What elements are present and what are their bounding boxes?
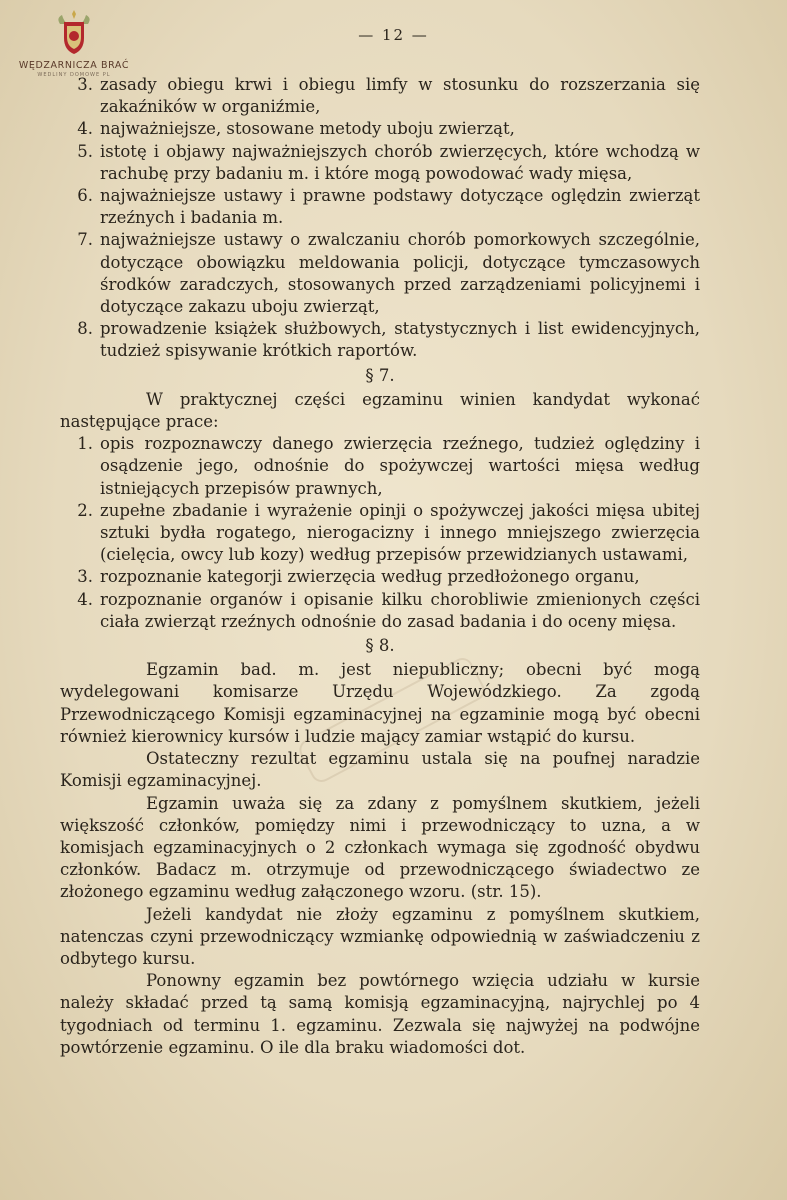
list-item <box>60 185 700 229</box>
section-7-intro: W praktycznej części egzaminu winien kandydat wykonać następujące prace: <box>60 389 700 432</box>
item-text: istotę i objawy najważniejszych chorób zwierzęcych, które wchodzą w rachubę przy badaniu m. i które mogą powodować wady mięsa, <box>100 141 700 183</box>
item-text: najważniejsze ustawy o zwalczaniu chorób pomorkowych szczególnie, dotyczące obowiązku meldowania policji, dotyczące tymczasowych środków zaradczych, stosowanych przed zarządzeniami policyjnemi i dotyczące zakazu uboju zwierząt, <box>100 230 700 317</box>
item-text: najważniejsze, stosowane metody uboju zwierząt, <box>100 119 515 139</box>
section-7-heading: § 7. <box>365 365 395 385</box>
item-text: rozpoznanie kategorji zwierzęcia według przedłożonego organu, <box>100 567 640 587</box>
item-number: 2. <box>77 500 93 520</box>
list-item <box>60 433 700 500</box>
item-number: 1. <box>77 434 93 454</box>
item-text: zasady obiegu krwi i obiegu limfy w stosunku do rozszerzania się zakaźników w organiźmie, <box>100 75 700 117</box>
item-text: najważniejsze ustawy i prawne podstawy dotyczące oględzin zwierząt rzeźnych i badania m. <box>100 186 700 228</box>
list-item <box>60 229 700 318</box>
page-number: — 12 — <box>358 26 429 44</box>
list-item <box>60 74 700 118</box>
paragraph: Jeżeli kandydat nie złoży egzaminu z pomyślnem skutkiem, natenczas czyni przewodniczący wzmiankę odpowiednią w zaświadczeniu z odbytego kursu. <box>60 904 700 968</box>
item-text: opis rozpoznawczy danego zwierzęcia rzeźnego, tudzież oględziny i osądzenie jego, odnośnie do spożywczej wartości mięsa według istniejących przepisów prawnych, <box>100 434 700 498</box>
item-number: 6. <box>77 186 93 206</box>
item-number: 7. <box>77 230 93 250</box>
paragraph: Egzamin uważa się za zdany z pomyślnem skutkiem, jeżeli większość członków, pomiędzy nimi i przewodniczący to uzna, a w komisjach egzaminacyjnych o 2 członkach wymaga się zgodność obydwu członków. Badacz m. otrzymuje od przewodniczącego świadectwo ze złożonego egzaminu według załączonego wzoru. (str. 15). <box>60 793 700 902</box>
list-item <box>60 141 700 185</box>
section-8-heading: § 8. <box>365 636 395 656</box>
logo-subtitle: WEDLINY DOMOWE PL <box>37 72 111 78</box>
paragraph: Ostateczny rezultat egzaminu ustala się na poufnej naradzie Komisji egzaminacyjnej. <box>60 749 700 791</box>
list-item <box>60 500 700 567</box>
logo-title: WĘDZARNICZA BRAĆ <box>18 60 130 71</box>
list-item <box>60 589 700 633</box>
item-number: 4. <box>77 589 93 609</box>
list-item <box>60 566 700 588</box>
list-item <box>60 318 700 362</box>
item-text: rozpoznanie organów i opisanie kilku chorobliwie zmienionych części ciała zwierząt rzeźnych odnośnie do zasad badania i do oceny mięsa. <box>100 589 700 631</box>
item-number: 8. <box>77 319 93 339</box>
item-number: 5. <box>77 141 93 161</box>
item-text: prowadzenie książek służbowych, statystycznych i list ewidencyjnych, tudzież spisywanie krótkich raportów. <box>100 319 700 361</box>
document-body <box>60 74 700 1059</box>
paragraph: Egzamin bad. m. jest niepubliczny; obecni być mogą wydelegowani komisarze Urzędu Wojewódzkiego. Za zgodą Przewodniczącego Komisji egzaminacyjnej na egzaminie mogą być obecni również kierownicy kursów i ludzie mający zamiar wstąpić do kursu. <box>60 660 700 746</box>
item-number: 3. <box>77 567 93 587</box>
item-number: 4. <box>77 119 93 139</box>
watermark-logo <box>18 10 130 78</box>
paragraph: Ponowny egzamin bez powtórnego wzięcia udziału w kursie należy składać przed tą samą komisją egzaminacyjną, najrychlej po 4 tygodniach od terminu 1. egzaminu. Zezwala się najwyżej na podwójne powtórzenie egzaminu. O ile dla braku wiadomości dot. <box>60 971 700 1057</box>
item-text: zupełne zbadanie i wyrażenie opinji o spożywczej jakości mięsa ubitej sztuki bydła rogatego, nierogacizny i innego mniejszego zwierzęcia (cielęcia, owcy lub kozy) według przepisów przewidzianych ustawami, <box>100 500 700 565</box>
item-number: 3. <box>77 75 93 94</box>
list-item <box>60 118 700 140</box>
